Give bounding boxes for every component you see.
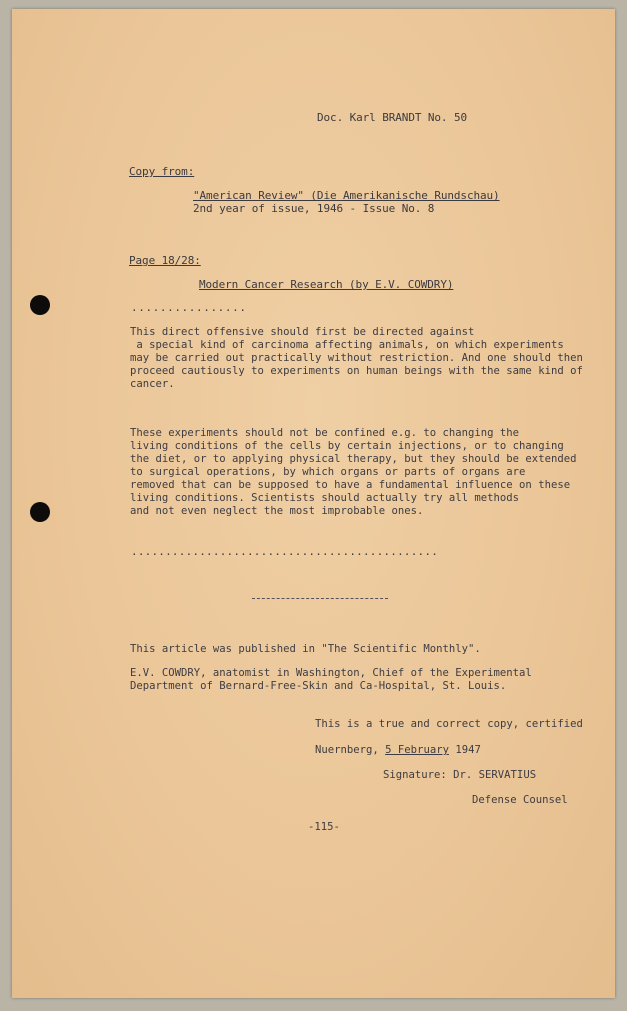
author-line-1: E.V. COWDRY, anatomist in Washington, Chief of the Experimental <box>130 667 532 679</box>
paragraph-1-line: cancer. <box>130 378 175 390</box>
source-issue: 2nd year of issue, 1946 - Issue No. 8 <box>193 202 435 215</box>
separator-rule <box>252 598 388 599</box>
paragraph-2-line: to surgical operations, by which organs or parts of organs are <box>130 466 526 478</box>
certification-year: 1947 <box>448 744 481 756</box>
punch-hole-bottom <box>30 502 50 522</box>
signature-line: Signature: Dr. SERVATIUS <box>383 769 537 781</box>
paragraph-1-line: proceed cautiously to experiments on human beings with the same kind of <box>130 365 583 377</box>
signer-role: Defense Counsel <box>472 794 568 806</box>
paragraph-1-line: This direct offensive should first be directed against <box>130 326 475 338</box>
article-title: Modern Cancer Research (by E.V. COWDRY) <box>199 278 454 291</box>
page-number: -115- <box>308 821 340 833</box>
ellipsis-top: ................ <box>131 301 247 314</box>
paragraph-2-line: removed that can be supposed to have a fundamental influence on these <box>130 479 571 491</box>
certification-place: Nuernberg, <box>315 744 386 756</box>
page-reference: Page 18/28: <box>129 254 201 267</box>
paragraph-2-line: living conditions. Scientists should actually try all methods <box>130 492 520 504</box>
certification-date: 5 February <box>385 744 449 756</box>
paragraph-2-line: and not even neglect the most improbable ones. <box>130 505 424 517</box>
certification-statement: This is a true and correct copy, certified <box>315 718 583 730</box>
source-title-text: "American Review" (Die Amerikanische Rundschau) <box>193 189 500 202</box>
paragraph-1-line: may be carried out practically without restriction. And one should then <box>130 352 583 364</box>
paragraph-1-line: a special kind of carcinoma affecting animals, on which experiments <box>130 339 564 351</box>
publication-note: This article was published in "The Scientific Monthly". <box>130 643 481 655</box>
punch-hole-top <box>30 295 50 315</box>
author-line-2: Department of Bernard-Free-Skin and Ca-Hospital, St. Louis. <box>130 680 507 692</box>
paragraph-2-line: living conditions of the cells by certain injections, or to changing <box>130 440 564 452</box>
source-title <box>193 189 500 202</box>
document-page <box>12 9 615 998</box>
doc-reference: Doc. Karl BRANDT No. 50 <box>317 111 468 124</box>
certification-place-date <box>315 744 481 757</box>
paragraph-2-line: the diet, or to applying physical therapy, but they should be extended <box>130 453 577 465</box>
copy-from-label: Copy from: <box>129 165 195 178</box>
paragraph-2-line: These experiments should not be confined e.g. to changing the <box>130 427 520 439</box>
ellipsis-bottom: ............................................. <box>131 545 439 558</box>
